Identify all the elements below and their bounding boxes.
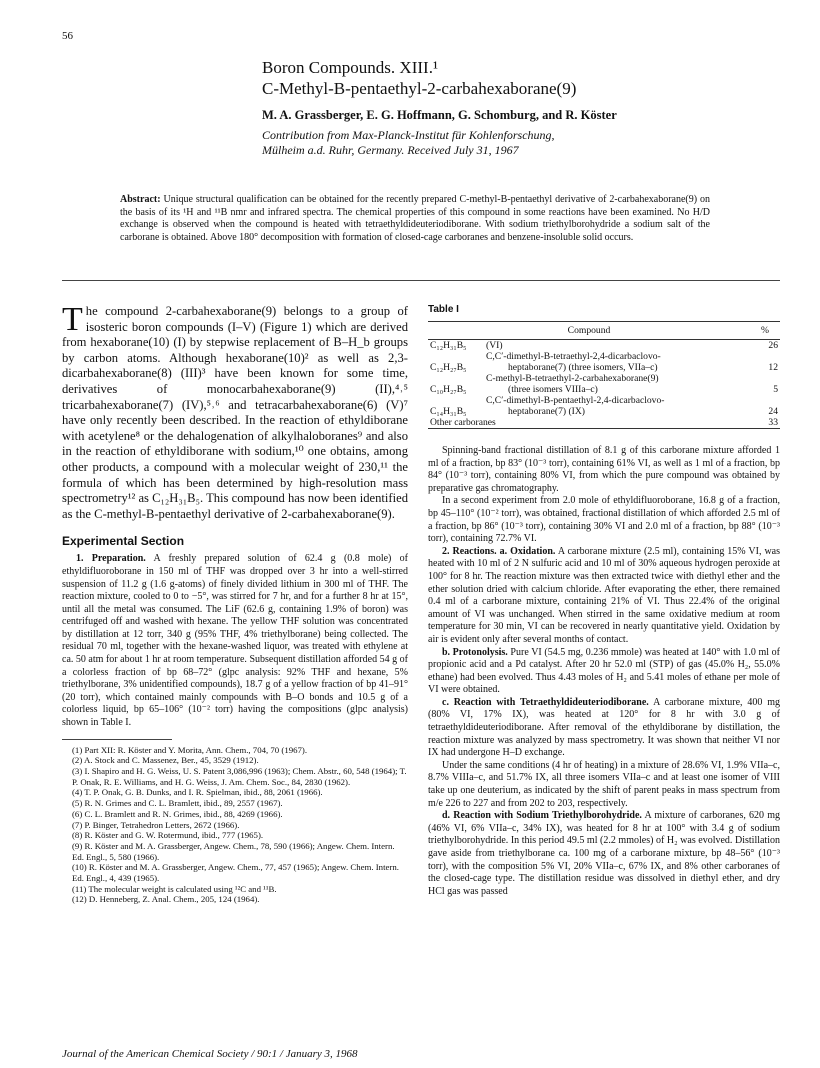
description-cell [484,351,750,373]
reference-item: (2) A. Stock and C. Massenez, Ber., 45, 3529 (1912). [72,755,259,766]
reference-item: (4) T. P. Onak, G. B. Dunks, and I. R. Spielman, ibid., 88, 2061 (1966). [72,787,323,798]
reference-item: (12) D. Henneberg, Z. Anal. Chem., 205, 124 (1964). [72,894,260,905]
reference-item: (9) R. Köster and M. A. Grassberger, Angew. Chem., 78, 590 (1966); Angew. Chem. Intern. Ed. Engl., 5, 580 (1966). [72,840,395,862]
reference-item: (5) R. N. Grimes and C. L. Bramlett, ibid., 89, 2557 (1967). [72,798,283,809]
preparation-label: 1. Preparation. [76,553,146,565]
sodium-paragraph [428,810,780,898]
tetraethyl-text: A carborane mixture, 400 mg (80% VI, 17% IX), was heated at 120° for 8 hr with 3.0 g of tetraethyldideuteriodiborane. After removal of the ethyldiborane by distillation, the reaction mixture was analyzed by mass spectrometry. It was shown that neither VI nor IX had undergone H–D exchange. [428,696,781,759]
drop-cap: T [62,301,83,338]
oxidation-label: 2. Reactions. a. Oxidation. [442,545,556,557]
article-title [262,57,576,99]
table-row [428,351,780,373]
description-line-2: heptaborane(7) (IX) [508,406,585,417]
reference-item: (11) The molecular weight is calculated using ¹²C and ¹¹B. [72,883,277,894]
protonolysis-label: b. Protonolysis. [442,646,508,658]
percent-cell: 33 [750,417,780,429]
affiliation-line-1: Contribution from Max-Planck-Institut für Kohlenforschung, [262,128,555,142]
footnote-divider [62,739,172,740]
reference-item: (7) P. Binger, Tetrahedron Letters, 2672 (1966). [72,819,240,830]
description-line-2: heptaborane(7) (three isomers, VIIa–c) [508,362,658,373]
references-list [62,745,408,906]
experimental-heading: Experimental Section [62,534,185,549]
sodium-text: A mixture of carboranes, 620 mg (46% VI, 6% VIIa–c, 34% IX), was heated for 8 hr at 100° with 3.4 g of sodium triethylborohydride. In this period 49.5 ml (2.2 mmoles) of H₂ was evolved. Distillation gave aside from triethylborane ca. 100 mg of a carborane mixture, bp 48–56° (10⁻³ torr), with the composition 5% VI, 20% VIIa–c, 67% IX, and 8% other carboranes of the closed-cage type. The distillation residue was dissolved in diethyl ether, and dry HCl gas was passed [428,810,780,897]
description-cell [484,395,750,417]
composition-table [428,321,780,429]
oxidation-text: A carborane mixture (2.5 ml), containing 15% VI, was heated with 10 ml of 2 N sulfuric acid and 10 ml of 30% aqueous hydrogen peroxide at 100° for 8 hr. The reaction mixture was then extracted twice with diethyl ether and the ether solution dried with calcium chloride. After evaporating the ether, there remained 0.4 ml of a carborane mixture, containing 21% of VI. Thus 22.4% of the original amount of VI was unchanged. When stirred in the same oxidative medium at room temperature for 30 min, VI can be recovered in nearly quantitative yield. Oxidation by air is evident only after several months of contact. [428,545,781,645]
formula-cell: C₁₂H₂₇B₅ [430,362,467,373]
tetraethyl-label: c. Reaction with Tetraethyldideuteriodiborane. [442,696,649,708]
percent-cell: 26 [768,340,778,351]
table-row [428,417,780,429]
percent-cell: 24 [768,406,778,417]
section-divider [62,280,780,281]
table-header-row [428,322,780,340]
reference-item: (6) C. L. Bramlett and R. N. Grimes, ibid., 88, 4269 (1966). [72,808,283,819]
affiliation-line-2: Mülheim a.d. Ruhr, Germany. Received July 31, 1967 [262,143,519,157]
intro-text: he compound 2-carbahexaborane(9) belongs to a group of isosteric boron compounds (I–V) (Figure 1) which are derived from hexaborane(10) (I) by stepwise replacement of B–H_b groups by carbon atoms. Although hexaborane(10)² as well as 2,3-dicarbahexaborane(8) (III)³ have been known for some time, derivatives of monocarbahexaborane(9) (II),⁴˒⁵ tricarbahexaborane(7) (IV),⁵˒⁶ and tetracarbahexaborane(6) (V)⁷ have only recently been described. In the reaction of ethyldiborane with acetylene⁸ or the dehalogenation of alkylhaloboranes⁹ and also in the reaction of ethyldiborane with sodium,¹⁰ one obtains, among other products, a compound with a molecular weight of 230,¹¹ the formula of which has been determined by high-resolution mass spectrometry¹² as C₁₂H₃₁B₅. This compound has now been identified as the C-methyl-B-pentaethyl derivative of 2-carbahexaborane(9). [62,304,408,521]
journal-footer: Journal of the American Chemical Society / 90:1 / January 3, 1968 [62,1048,358,1060]
description-line-1: C,C′-dimethyl-B-tetraethyl-2,4-dicarbaclovo- [486,351,661,362]
title-line-1: Boron Compounds. XIII.¹ [262,58,439,77]
percent-cell: 12 [768,362,778,373]
page-number: 56 [62,30,73,42]
reference-item: (3) I. Shapiro and H. G. Weiss, U. S. Patent 3,086,996 (1963); Chem. Abstr., 60, 548 (1964); T. P. Onak, R. E. Williams, and H. G. Weiss, J. Am. Chem. Soc., 84, 2830 (1962). [72,766,407,787]
reference-item: (10) R. Köster and M. A. Grassberger, Angew. Chem., 77, 457 (1965); Angew. Chem. Intern. Ed. Engl., 4, 439 (1965). [72,862,399,884]
protonolysis-paragraph [428,647,780,697]
percent-cell: 5 [773,384,778,395]
formula-cell: C₁₄H₃₁B₅ [430,406,467,417]
right-column [428,304,780,898]
tetraethyl-paragraph [428,697,780,760]
introduction [62,301,408,522]
sodium-label: d. Reaction with Sodium Triethylborohydride. [442,810,642,822]
formula-cell: C₁₀H₂₇B₅ [430,384,467,395]
abstract [120,194,710,244]
table-label: Table I [428,304,459,315]
table-row [428,340,780,352]
table-row [428,373,780,395]
description-cell: Other carboranes [428,417,750,429]
formula-cell: C₁₂H₃₁B₅ [430,340,467,351]
description-line-2: (three isomers VIIIa–c) [508,384,598,395]
distillation-paragraph: Spinning-band fractional distillation of 8.1 g of this carborane mixture afforded 1 ml of a fraction, bp 83° (10⁻³ torr), containing 61% VI, as well as 1 ml of a fraction, bp 84° (10⁻³ torr), containing 80% VI, from which the pure compound was obtained by preparative gas chromatography. [428,445,780,494]
deuterium-paragraph: Under the same conditions (4 hr of heating) in a mixture of 28.6% VI, 1.9% VIIa–c, 8.7% VIIIa–c, and 51.7% IX, all three isomers VIIa–c and at least one isomer of VIII take up one deuterium, as indicated by the shift of parent peaks in mass spectrum from m/e 226 to 227 and from 202 to 203, respectively. [428,759,780,809]
affiliation [262,128,555,158]
preparation-text: A freshly prepared solution of 62.4 g (0.8 mole) of ethyldifluoroborane in 150 ml of THF was dropped over 3 hr into a well-stirred suspension of 11.2 g (1.6 g-atoms) of finely divided lithium in 300 ml of THF. The reaction mixture, cooled to 0 to −5°, was stirred for 7 hr, and for a further 8 hr at 15°, until all the metal was consumed. The LiF (62.6 g, containing 1.9% of boron) was centrifuged off and washed with hexane. The yellow THF solution was concentrated by distillation at 12 torr, 340 g (95% THF, 4% triethylborane) being collected. The residual 70 ml, together with the hexane-washed liquor, was treated with ethylene at ca. 50 atm for about 1 hr at room temperature. Subsequent distillation afforded 54 g of a colorless fraction of bp 68–72° (glpc analysis: 92% THF and hexane, 5% triethylborane, 3% unidentified compounds), 18.7 g of a yellow fraction of bp 41–91° (20 torr), which contained mainly compounds with B–O bonds and 10.5 g of a colorless liquid, bp 65–106° (10⁻² torr) having the compositions (glpc analysis) shown in Table I. [62,553,408,729]
abstract-label: Abstract: [120,194,161,205]
reference-item: (8) R. Köster and G. W. Rotermund, ibid., 777 (1965). [72,830,264,841]
table-row [428,395,780,417]
oxidation-paragraph [428,546,780,647]
description-line-1: C,C′-dimethyl-B-pentaethyl-2,4-dicarbaclovo- [486,395,665,406]
header-compound: Compound [428,322,750,340]
reference-item: (1) Part XII: R. Köster and Y. Morita, Ann. Chem., 704, 70 (1967). [72,744,308,755]
description-cell: (VI) [486,340,503,351]
description-cell [484,373,750,395]
title-line-2: C-Methyl-B-pentaethyl-2-carbahexaborane(9) [262,79,577,98]
protonolysis-text: Pure VI (54.5 mg, 0.236 mmole) was heated at 140° with 1.0 ml of propionic acid and a Pd catalyst. After 20 hr 52.0 ml (STP) of gas (45.0% H₂, 55.0% ethane) had been evolved. Thus 4.43 moles of H₂ and 5.41 moles of ethane per mole of VI were obtained. [428,646,780,696]
second-experiment-paragraph: In a second experiment from 2.0 mole of ethyldifluoroborane, 16.8 g of a fraction, bp 45–110° (10⁻² torr), was obtained, fractional distillation of which afforded 2.5 ml of a fraction, bp 86° (10⁻³ torr), containing 30% VI and 2.0 ml of a fraction, bp 88° (10⁻³ torr), containing 72.7% VI. [428,495,780,545]
abstract-text: Unique structural qualification can be obtained for the recently prepared C-methyl-B-pentaethyl derivative of 2-carbahexaborane(9) on the basis of its ¹H and ¹¹B nmr and infrared spectra. The chemical properties of this compound in some reactions have been examined. No H/D exchange is observed when the compound is heated with tetraethyldideuteriodiborane. With sodium triethylborohydride a sodium salt of the carborane is obtained. Above 180° decomposition with formation of closed-cage carboranes and benzene-insoluble solid occurs. [120,194,711,243]
description-line-1: C-methyl-B-tetraethyl-2-carbahexaborane(9) [486,373,659,384]
preparation-paragraph [62,553,408,729]
header-percent: % [750,322,780,340]
author-list: M. A. Grassberger, E. G. Hoffmann, G. Schomburg, and R. Köster [262,108,617,122]
left-column [62,301,408,905]
